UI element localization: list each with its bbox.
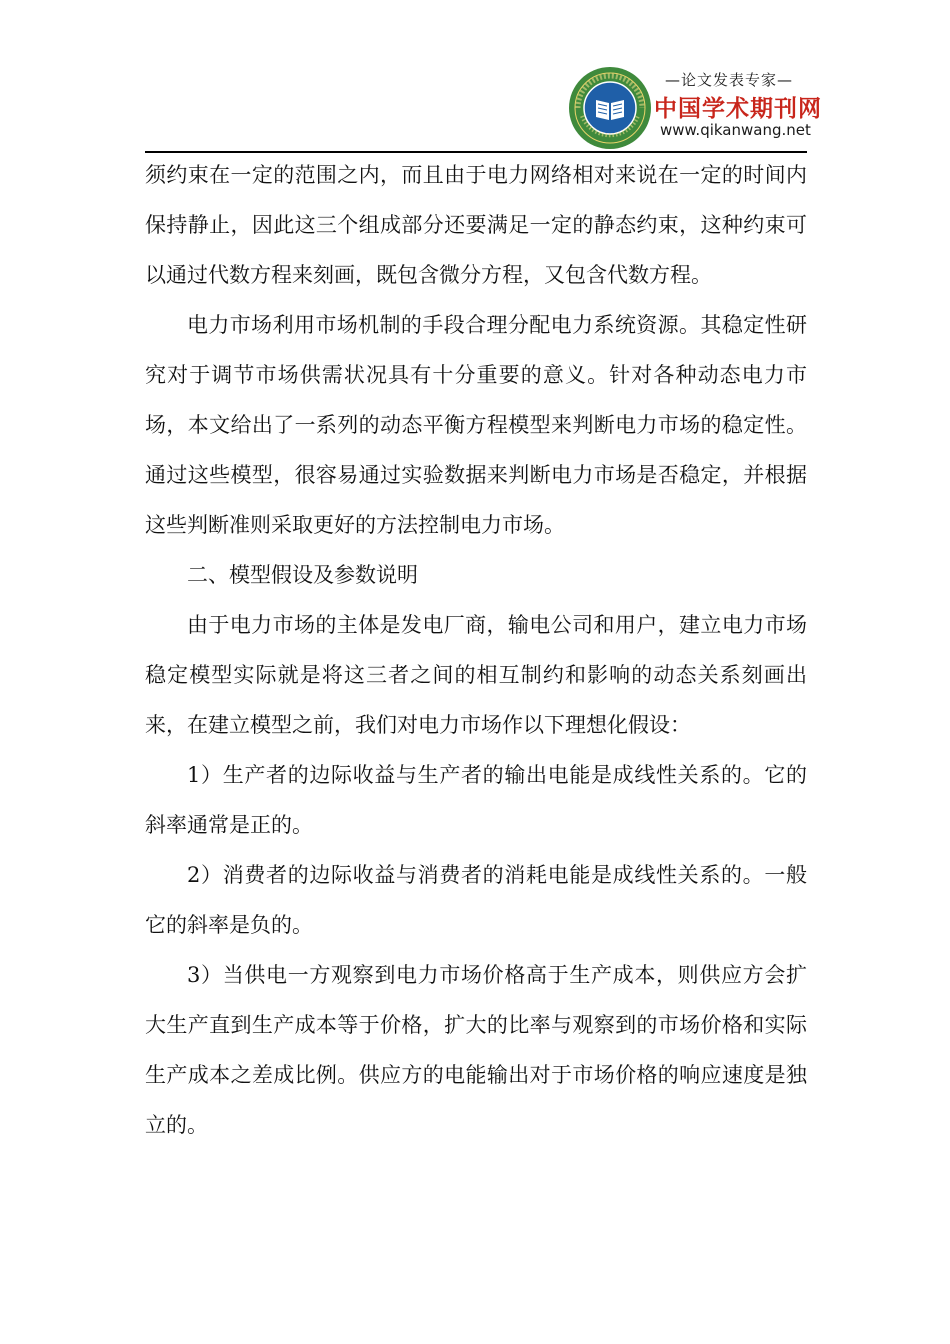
assumption-item: 2）消费者的边际收益与消费者的消耗电能是成线性关系的。一般它的斜率是负的。 (145, 863, 807, 937)
logo-name: 中国学术期刊网 (654, 96, 822, 122)
paragraph-continuation: 须约束在一定的范围之内，而且由于电力网络相对来说在一定的时间内保持静止，因此这三个组成部分还要满足一定的静态约束，这种约束可以通过代数方程来刻画，既包含微分方程，又包含代数方程。 (145, 163, 807, 287)
document-body (145, 150, 807, 1150)
assumption-item: 3）当供电一方观察到电力市场价格高于生产成本，则供应方会扩大生产直到生产成本等于价格，扩大的比率与观察到的市场价格和实际生产成本之差成比例。供应方的电能输出对于市场价格的响应速度是独立的。 (145, 963, 807, 1137)
logo-text (654, 66, 822, 150)
logo-seal-icon (568, 66, 652, 150)
site-logo[interactable] (568, 66, 822, 150)
paragraph: 电力市场利用市场机制的手段合理分配电力系统资源。其稳定性研究对于调节市场供需状况具有十分重要的意义。针对各种动态电力市场，本文给出了一系列的动态平衡方程模型来判断电力市场的稳定性。通过这些模型，很容易通过实验数据来判断电力市场是否稳定，并根据这些判断准则采取更好的方法控制电力市场。 (145, 313, 807, 537)
page-header (0, 0, 950, 155)
paragraph: 由于电力市场的主体是发电厂商，输电公司和用户，建立电力市场稳定模型实际就是将这三者之间的相互制约和影响的动态关系刻画出来，在建立模型之前，我们对电力市场作以下理想化假设： (145, 613, 807, 737)
assumption-item: 1）生产者的边际收益与生产者的输出电能是成线性关系的。它的斜率通常是正的。 (145, 763, 807, 837)
section-heading: 二、模型假设及参数说明 (187, 563, 418, 587)
logo-tagline: —论文发表专家— (664, 71, 793, 89)
logo-url[interactable]: www.qikanwang.net (660, 121, 811, 139)
